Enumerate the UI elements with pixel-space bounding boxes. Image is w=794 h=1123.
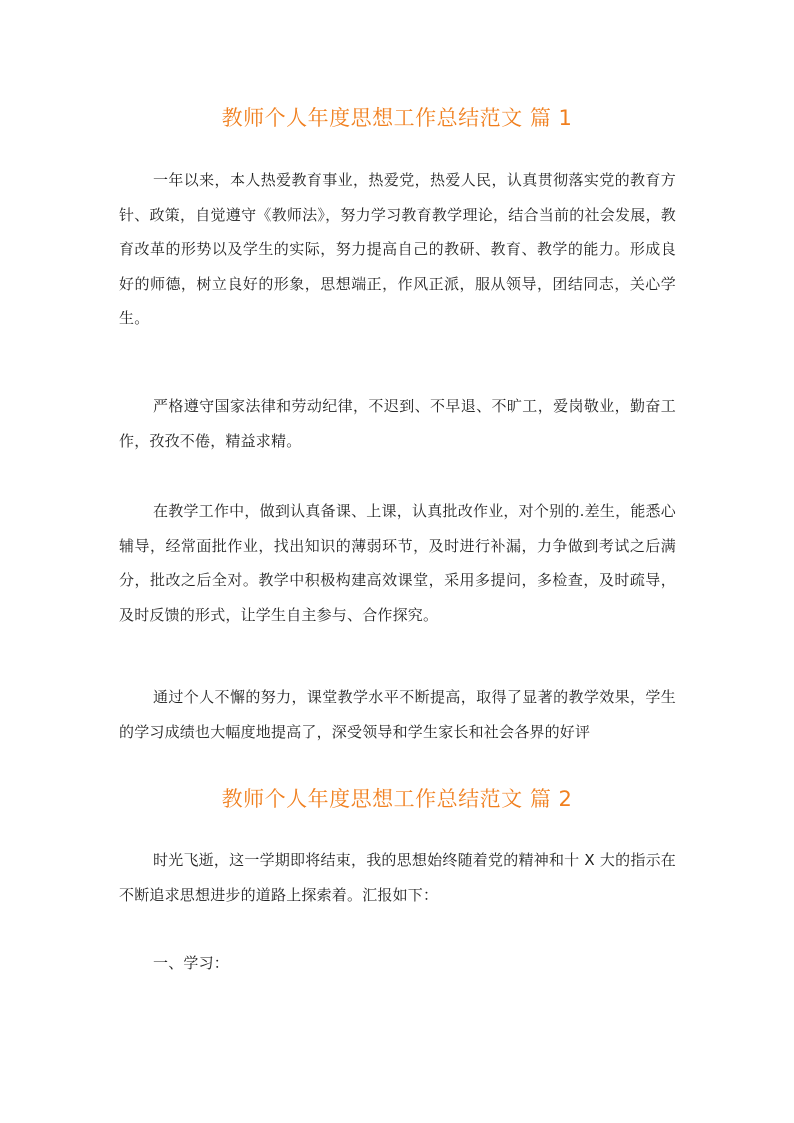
article-1-paragraph-4: 通过个人不懈的努力，课堂教学水平不断提高，取得了显著的教学效果，学生的学习成绩也大幅度地提高了，深受领导和学生家长和社会各界的好评 xyxy=(119,688,676,741)
article-2-section-heading: 一、学习： xyxy=(153,954,230,972)
article-1-paragraph-2: 严格遵守国家法律和劳动纪律，不迟到、不早退、不旷工，爱岗敬业，勤奋工作，孜孜不倦，精益求精。 xyxy=(119,397,676,450)
article-1-paragraph-3: 在教学工作中，做到认真备课、上课，认真批改作业，对个别的.差生，能悉心辅导，经常面批作业，找出知识的薄弱环节，及时进行补漏，力争做到考试之后满分，批改之后全对。教学中积极构建高效课堂，采用多提问，多检查，及时疏导，及时反馈的形式，让学生自主参与、合作探究。 xyxy=(119,502,676,624)
article-2-paragraph-1: 时光飞逝，这一学期即将结束，我的思想始终随着党的精神和十 X 大的指示在不断追求思想进步的道路上探索着。汇报如下： xyxy=(119,851,676,904)
article-2-title: 教师个人年度思想工作总结范文 篇 2 xyxy=(221,787,573,811)
article-1-title: 教师个人年度思想工作总结范文 篇 1 xyxy=(221,106,573,130)
article-1-paragraph-1: 一年以来，本人热爱教育事业，热爱党，热爱人民，认真贯彻落实党的教育方针、政策，自觉遵守《教师法》，努力学习教育教学理论，结合当前的社会发展，教育改革的形势以及学生的实际，努力提高自己的教研、教育、教学的能力。形成良好的师德，树立良好的形象，思想端正，作风正派，服从领导，团结同志，关心学生。 xyxy=(119,171,676,327)
